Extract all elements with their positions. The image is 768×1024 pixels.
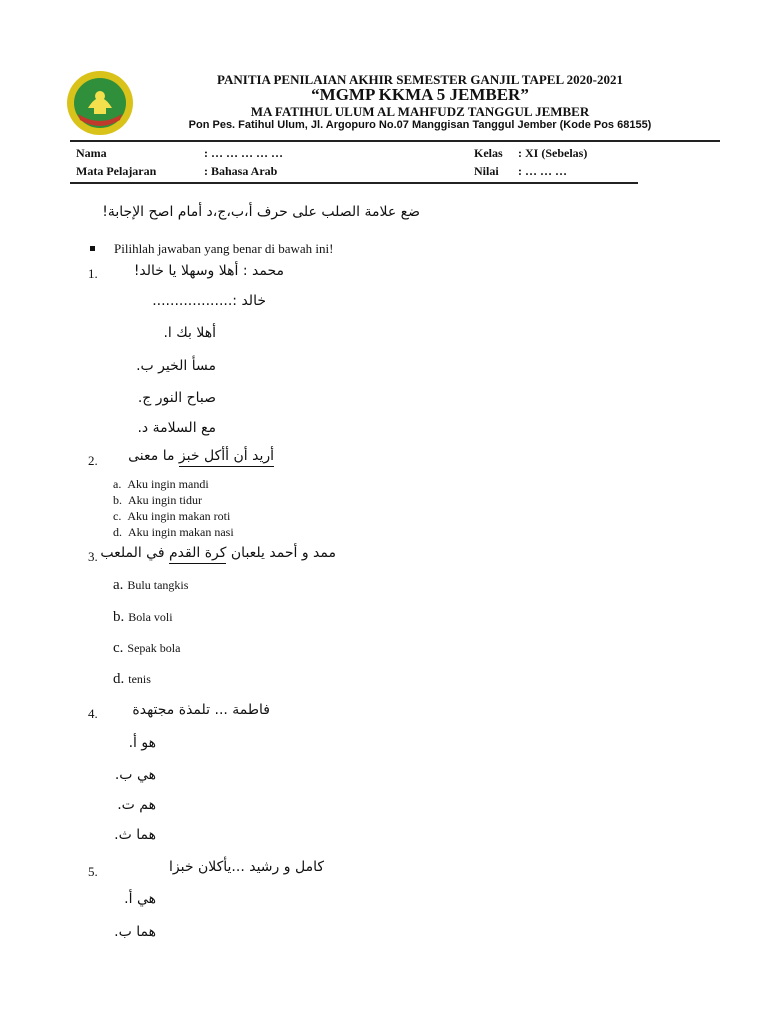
mapel-label: Mata Pelajaran [76,164,157,178]
mapel-value: : Bahasa Arab [204,164,278,178]
question-1-text: محمد : أهلا وسهلا يا خالد! [133,263,284,279]
nama-value: : … … … … … [204,146,283,160]
nama-label: Nama [76,146,107,160]
header-line-1: PANITIA PENILAIAN AKHIR SEMESTER GANJIL TAPEL 2020-2021 [217,72,623,87]
question-5-number: 5. [88,864,98,879]
question-2-underlined-phrase: أريد أن أأكل خبز [179,448,274,467]
instruction-indonesian: Pilihlah jawaban yang benar di bawah ini! [114,241,334,256]
header-line-2: “MGMP KKMA 5 JEMBER” [311,85,529,104]
question-1-option-c: صباح النور ج. [137,390,216,406]
question-4-option-b: هي ب. [114,767,156,783]
question-5-option-a: هي أ. [124,891,156,907]
kelas-value: : XI (Sebelas) [518,146,588,160]
header-divider [70,140,720,142]
question-4-text: فاطمة ... تلمذة مجتهدة [132,702,270,718]
question-4-option-d: هما ث. [114,827,156,843]
question-2-number: 2. [88,453,98,468]
nilai-label: Nilai [474,164,499,178]
question-1-answer-line: خالد :.................. [152,293,266,309]
question-3-option-c: c. Sepak bola [113,640,181,656]
bullet-icon [90,246,95,251]
question-1-option-a: أهلا بك ا. [163,325,216,341]
question-3-underlined-phrase: كرة القدم [169,545,226,564]
question-4-option-c: هم ت. [117,797,156,813]
question-2-option-a: a. Aku ingin mandi [113,477,209,491]
question-4-number: 4. [88,706,98,721]
question-2-option-c: c. Aku ingin makan roti [113,509,231,523]
header-line-3: MA FATIHUL ULUM AL MAHFUDZ TANGGUL JEMBER [250,104,590,119]
question-1-option-d: مع السلامة د. [137,420,216,436]
question-2-option-d: d. Aku ingin makan nasi [113,525,234,539]
question-2-text [128,448,274,464]
instruction-arabic: ضع علامة الصلب على حرف أ،ب،ج،د أمام اصح الإجابة! [102,204,420,220]
question-3-text: ممد و أحمد يلعبان كرة القدم في الملعب [100,545,336,561]
info-divider [70,182,638,184]
question-3-option-a: a. Bulu tangkis [113,577,189,593]
kelas-label: Kelas [474,146,503,160]
nilai-value: : … … … [518,164,567,178]
question-3-number: 3. [88,549,98,564]
question-2-text-rest: ما معنى [128,448,179,464]
school-logo [66,70,134,136]
question-3-option-d: d. tenis [113,671,151,687]
question-5-text: كامل و رشيد ...يأكلان خبزا [169,859,324,875]
question-3-option-b: b. Bola voli [113,609,173,625]
question-1-option-b: مسأ الخير ب. [136,358,216,374]
question-2-option-b: b. Aku ingin tidur [113,493,202,507]
question-1-number: 1. [88,266,98,281]
question-5-option-b: هما ب. [114,924,156,940]
question-4-option-a: هو أ. [128,735,156,751]
header-address: Pon Pes. Fatihul Ulum, Jl. Argopuro No.07 Manggisan Tanggul Jember (Kode Pos 68155) [188,119,652,131]
